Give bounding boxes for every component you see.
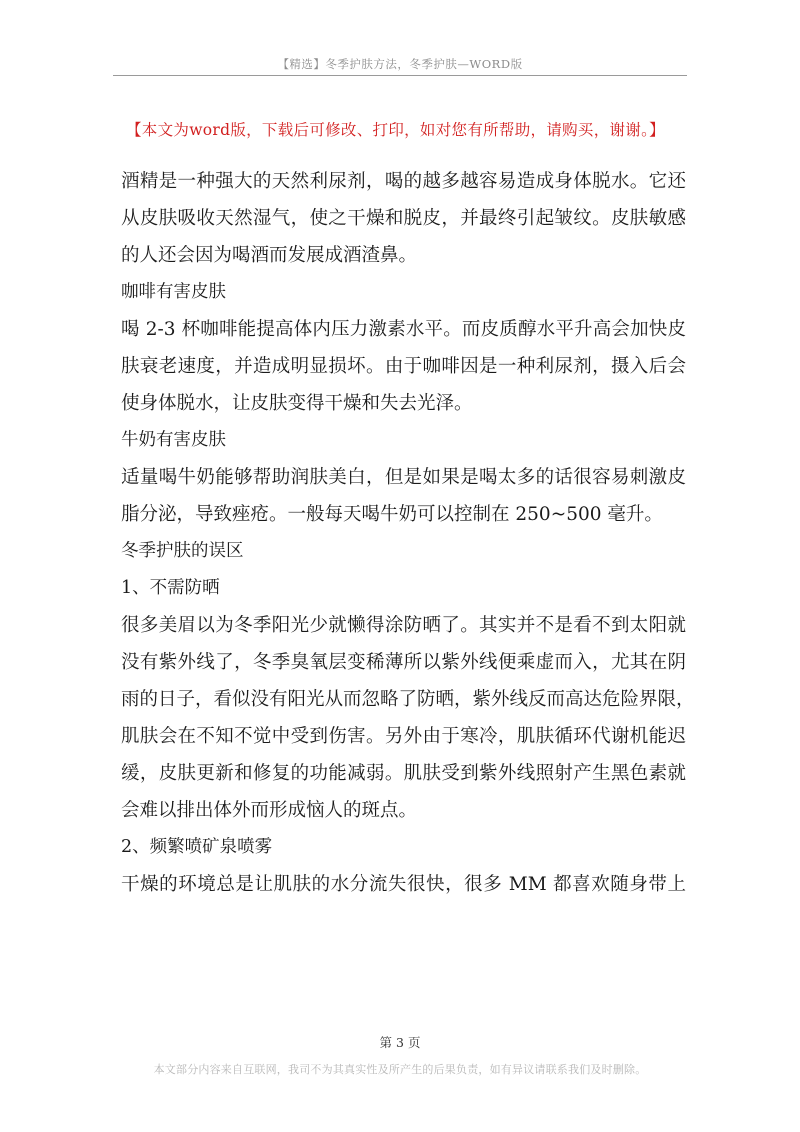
- footer-disclaimer: 本文部分内容来自互联网，我司不为其真实性及所产生的后果负责，如有异议请联系我们及时删除。: [153, 1063, 647, 1076]
- paragraph-alcohol: [121, 163, 686, 274]
- text-line: 缓，皮肤更新和修复的功能减弱。肌肤受到紫外线照射产生黑色素就: [121, 763, 686, 784]
- page-number: 第 3 页: [379, 1035, 421, 1050]
- header-title: 【精选】冬季护肤方法，冬季护肤—WORD版: [277, 57, 523, 71]
- paragraph-milk: [121, 459, 686, 533]
- heading-coffee: 咖啡有害皮肤: [121, 282, 226, 302]
- download-notice: 【本文为word版，下载后可修改、打印，如对您有所帮助，请购买，谢谢。】: [126, 121, 665, 139]
- text-line: 肤衰老速度，并造成明显损坏。由于咖啡因是一种利尿剂，摄入后会: [121, 356, 686, 377]
- heading-milk: 牛奶有害皮肤: [121, 430, 226, 450]
- text-line: 肌肤会在不知不觉中受到伤害。另外由于寒冷，肌肤循环代谢机能迟: [121, 726, 686, 747]
- text-line: 干燥的环境总是让肌肤的水分流失很快，很多 MM 都喜欢随身带上: [121, 874, 686, 895]
- text-line: 没有紫外线了，冬季臭氧层变稀薄所以紫外线便乘虚而入，尤其在阴: [121, 652, 686, 673]
- text-line: 适量喝牛奶能够帮助润肤美白，但是如果是喝太多的话很容易刺激皮: [121, 467, 686, 488]
- paragraph-coffee: [121, 311, 686, 422]
- text-line: 的人还会因为喝酒而发展成酒渣鼻。: [121, 245, 418, 266]
- text-line: 酒精是一种强大的天然利尿剂，喝的越多越容易造成身体脱水。它还: [121, 171, 686, 192]
- text-line: 喝 2-3 杯咖啡能提高体内压力激素水平。而皮质醇水平升高会加快皮: [121, 319, 686, 340]
- text-line: 使身体脱水，让皮肤变得干燥和失去光泽。: [121, 393, 473, 414]
- header-divider: [113, 75, 687, 76]
- paragraph-spray: [121, 866, 686, 903]
- text-line: 会难以排出体外而形成恼人的斑点。: [121, 800, 418, 821]
- text-line: 从皮肤吸收天然湿气，使之干燥和脱皮，并最终引起皱纹。皮肤敏感: [121, 208, 686, 229]
- heading-sunscreen: 1、不需防晒: [121, 578, 220, 598]
- document-body: [121, 163, 695, 903]
- text-line: 雨的日子，看似没有阳光从而忽略了防晒，紫外线反而高达危险界限，: [121, 689, 695, 710]
- heading-misconceptions: 冬季护肤的误区: [121, 541, 244, 561]
- text-line: 很多美眉以为冬季阳光少就懒得涂防晒了。其实并不是看不到太阳就: [121, 615, 686, 636]
- text-line: 脂分泌，导致痤疮。一般每天喝牛奶可以控制在 250~500 毫升。: [121, 504, 663, 525]
- paragraph-sunscreen: [121, 607, 695, 829]
- heading-spray: 2、频繁喷矿泉喷雾: [121, 837, 273, 857]
